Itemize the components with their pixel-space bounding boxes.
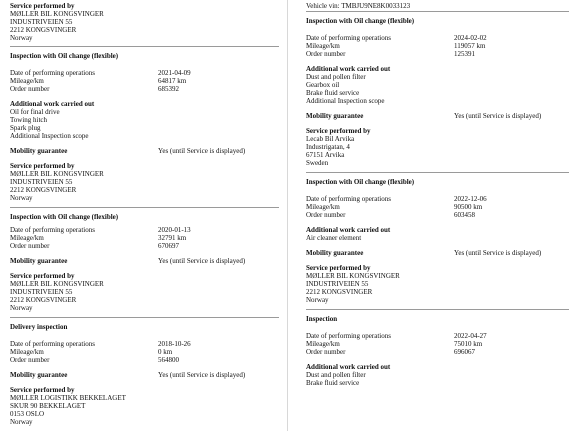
record-row [10, 356, 279, 364]
row-label: Date of performing operations [10, 226, 95, 234]
additional-title: Additional work carried out [306, 226, 391, 234]
additional-item: Dust and pollen filter [306, 371, 366, 379]
left-page [0, 0, 287, 431]
service-line: Norway [10, 304, 33, 312]
service-title: Service performed by [306, 264, 371, 272]
mobility-row [306, 112, 569, 120]
row-value: 90500 km [454, 203, 483, 211]
mobility-row [10, 147, 279, 155]
service-line: Norway [10, 34, 33, 42]
service-line: INDUSTRIVEIEN 55 [10, 18, 73, 26]
row-label: Mileage/km [306, 340, 340, 348]
service-record [10, 52, 279, 202]
row-value: 64817 km [158, 77, 187, 85]
service-record [306, 178, 569, 304]
service-record [10, 323, 279, 426]
service-line: MØLLER BIL KONGSVINGER [10, 280, 104, 288]
row-label: Order number [10, 242, 50, 250]
row-value: 2022-04-27 [454, 332, 487, 340]
row-label: Order number [306, 211, 346, 219]
row-value: 2021-04-09 [158, 69, 191, 77]
mobility-value: Yes (until Service is displayed) [158, 371, 246, 379]
record-row [306, 34, 569, 42]
additional-title: Additional work carried out [10, 100, 95, 108]
row-label: Mileage/km [306, 42, 340, 50]
row-value: 564800 [158, 356, 179, 364]
mobility-row [10, 371, 279, 379]
service-line: 67151 Arvika [306, 151, 345, 159]
service-line: Lecab Bil Arvika [306, 135, 355, 143]
service-line: Norway [306, 296, 329, 304]
record-title: Inspection with Oil change (flexible) [10, 52, 119, 60]
service-line: 2212 KONGSVINGER [10, 186, 77, 194]
additional-item: Oil for final drive [10, 108, 60, 116]
record-row [306, 348, 569, 356]
service-line: SKUR 90 BEKKELAGET [10, 402, 86, 410]
service-line: INDUSTRIVEIEN 55 [306, 280, 369, 288]
record-title: Inspection with Oil change (flexible) [10, 213, 119, 221]
service-title: Service performed by [10, 272, 75, 280]
row-label: Mileage/km [10, 234, 44, 242]
record-row [10, 340, 279, 348]
record-row [306, 50, 569, 58]
row-value: 670697 [158, 242, 179, 250]
additional-title: Additional work carried out [306, 65, 391, 73]
row-value: 2024-02-02 [454, 34, 487, 42]
record-title: Inspection with Oil change (flexible) [306, 17, 415, 25]
service-line: INDUSTRIVEIEN 55 [10, 178, 73, 186]
mobility-row [10, 257, 279, 265]
additional-item: Additional Inspection scope [10, 132, 89, 140]
record-row [10, 85, 279, 93]
row-label: Date of performing operations [306, 34, 391, 42]
record-title: Inspection [306, 315, 338, 323]
row-value: 0 km [158, 348, 173, 356]
row-label: Mileage/km [10, 348, 44, 356]
service-line: MØLLER BIL KONGSVINGER [306, 272, 400, 280]
row-label: Order number [306, 348, 346, 356]
record-row [306, 203, 569, 211]
row-label: Date of performing operations [10, 340, 95, 348]
row-label: Order number [10, 356, 50, 364]
mobility-value: Yes (until Service is displayed) [454, 249, 542, 257]
service-title: Service performed by [10, 386, 75, 394]
mobility-label: Mobility guarantee [306, 112, 364, 120]
record-row [10, 69, 279, 77]
record-row [10, 348, 279, 356]
record-row [306, 332, 569, 340]
service-line: 2212 KONGSVINGER [10, 26, 77, 34]
record-row [306, 340, 569, 348]
row-value: 119057 km [454, 42, 486, 50]
row-label: Date of performing operations [10, 69, 95, 77]
vehicle-vin: Vehicle vin: TMBJU9NE8K0033123 [306, 2, 411, 10]
row-label: Date of performing operations [306, 332, 391, 340]
row-value: 2020-01-13 [158, 226, 191, 234]
service-line: 2212 KONGSVINGER [10, 296, 77, 304]
record-title: Inspection with Oil change (flexible) [306, 178, 415, 186]
service-title: Service performed by [10, 2, 75, 10]
mobility-label: Mobility guarantee [10, 257, 68, 265]
additional-item: Additional Inspection scope [306, 97, 385, 105]
service-line: MØLLER LOGISTIKK BEKKELAGET [10, 394, 126, 402]
row-value: 125391 [454, 50, 475, 58]
service-line: Sweden [306, 159, 329, 167]
additional-item: Gearbox oil [306, 81, 340, 89]
service-title: Service performed by [10, 162, 75, 170]
service-record [10, 213, 279, 312]
row-label: Order number [306, 50, 346, 58]
record-row [306, 211, 569, 219]
additional-item: Dust and pollen filter [306, 73, 366, 81]
mobility-value: Yes (until Service is displayed) [158, 147, 246, 155]
mobility-value: Yes (until Service is displayed) [158, 257, 246, 265]
additional-item: Air cleaner element [306, 234, 362, 242]
row-value: 32791 km [158, 234, 187, 242]
record-row [306, 42, 569, 50]
additional-title: Additional work carried out [306, 363, 391, 371]
row-label: Mileage/km [10, 77, 44, 85]
service-line: Norway [10, 418, 33, 426]
service-line: 0153 OSLO [10, 410, 45, 418]
record-row [306, 195, 569, 203]
service-line: INDUSTRIVEIEN 55 [10, 288, 73, 296]
service-line: Norway [10, 194, 33, 202]
mobility-label: Mobility guarantee [306, 249, 364, 257]
row-value: 75010 km [454, 340, 483, 348]
service-line: MØLLER BIL KONGSVINGER [10, 10, 104, 18]
additional-item: Towing hitch [10, 116, 48, 124]
service-title: Service performed by [306, 127, 371, 135]
additional-item: Brake fluid service [306, 379, 360, 387]
record-row [10, 242, 279, 250]
record-title: Delivery inspection [10, 323, 68, 331]
right-page [288, 0, 575, 431]
additional-item: Spark plug [10, 124, 41, 132]
mobility-value: Yes (until Service is displayed) [454, 112, 542, 120]
service-line: Industrigatan, 4 [306, 143, 350, 151]
row-value: 2022-12-06 [454, 195, 487, 203]
mobility-label: Mobility guarantee [10, 371, 68, 379]
top-service-section [10, 2, 279, 42]
service-line: 2212 KONGSVINGER [306, 288, 373, 296]
mobility-row [306, 249, 569, 257]
row-value: 696067 [454, 348, 475, 356]
row-label: Date of performing operations [306, 195, 391, 203]
mobility-label: Mobility guarantee [10, 147, 68, 155]
record-row [10, 77, 279, 85]
record-row [10, 234, 279, 242]
row-label: Mileage/km [306, 203, 340, 211]
record-row [10, 226, 279, 234]
row-label: Order number [10, 85, 50, 93]
additional-item: Brake fluid service [306, 89, 360, 97]
row-value: 2018-10-26 [158, 340, 191, 348]
row-value: 603458 [454, 211, 475, 219]
service-record [306, 17, 569, 167]
service-line: MØLLER BIL KONGSVINGER [10, 170, 104, 178]
service-record [306, 315, 569, 387]
row-value: 685392 [158, 85, 179, 93]
